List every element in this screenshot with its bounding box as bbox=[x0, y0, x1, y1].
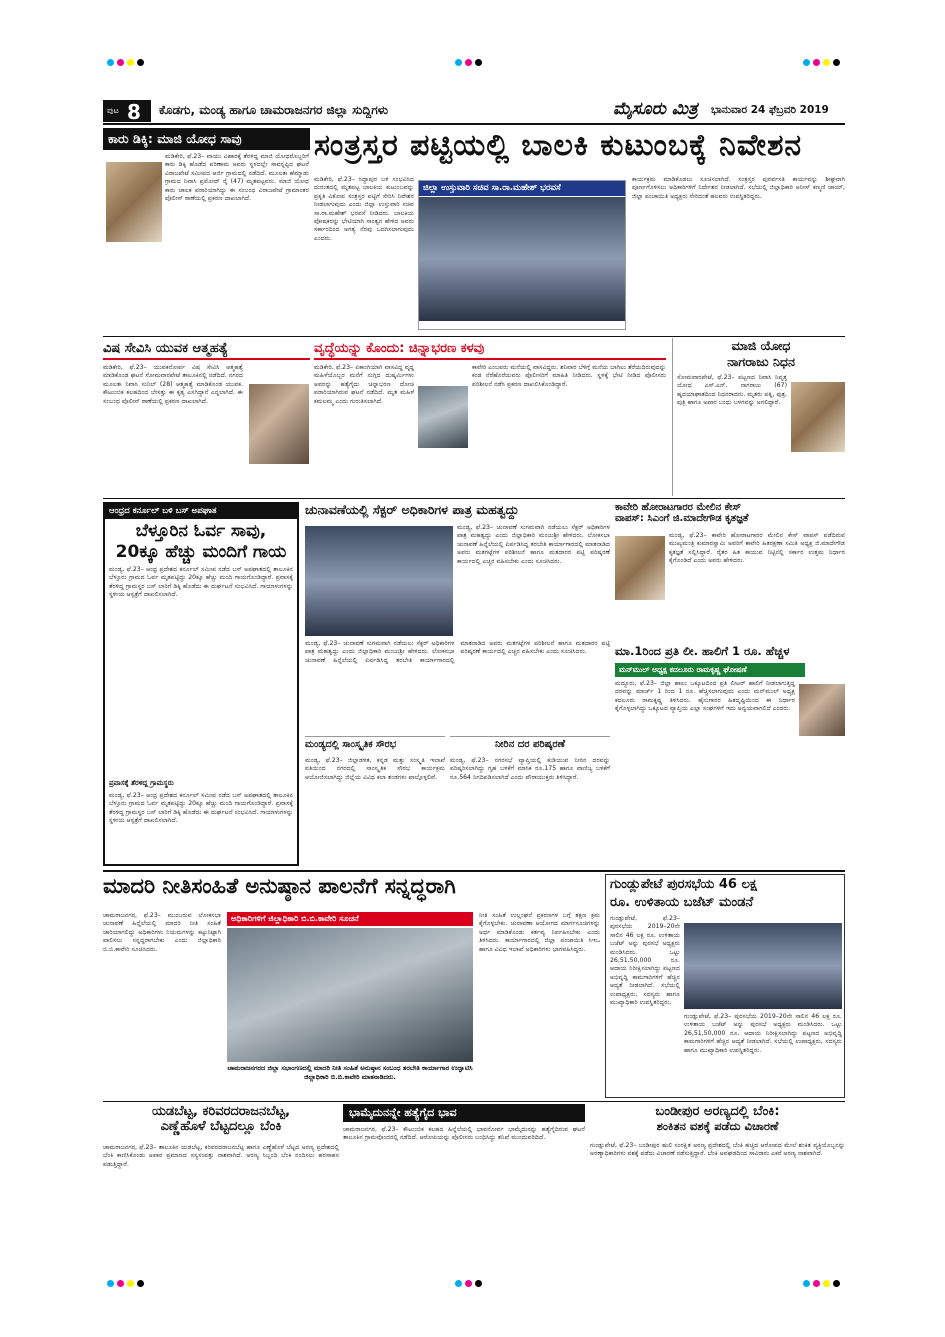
story-body: ಮಂಡ್ಯ, ಫೆ.23– ಆಂಧ್ರ ಪ್ರದೇಶದ ಕರ್ನೂಲ್ ಸಮೀಪ ನಡೆದ ಬಸ್ ಅಪಘಾತದಲ್ಲಿ ತಾಲೂಕಿನ ಬೆಳ್ತೂರು ಗ್ರಾಮದ ಓರ್ವ ಮೃತಪಟ್ಟಿದ್ದು 20ಕ್ಕೂ ಹೆಚ್ಚು ಮಂದಿ ಗಾಯಗೊಂಡಿದ್ದಾರೆ. ಪ್ರವಾಸಕ್ಕೆ ತೆರಳಿದ್ದ ಗ್ರಾಮಸ್ಥರ ಬಸ್ ಲಾರಿಗೆ ಡಿಕ್ಕಿ ಹೊಡೆದು ಈ ದುರ್ಘಟನೆ ಸಂಭವಿಸಿದೆ. ಗಾಯಾಳುಗಳನ್ನು ಸ್ಥಳೀಯ ಆಸ್ಪತ್ರೆಗೆ ದಾಖಲಿಸಲಾಗಿದೆ. bbox=[109, 566, 293, 599]
headline-line2: ಎಣ್ಣೆಹೊಳೆ ಬೆಟ್ಟದಲ್ಲೂ ಬೆಂಕಿ bbox=[160, 1119, 282, 1134]
headline: ನೀರಿನ ದರ ಪರಿಷ್ಕರಣೆ bbox=[494, 739, 565, 750]
headline: ಸಂತ್ರಸ್ತರ ಪಟ್ಟಿಯಲ್ಲಿ ಬಾಲಕಿ ಕುಟುಂಬಕ್ಕೆ ನಿವೇಶನ bbox=[314, 128, 803, 163]
portrait-photo bbox=[799, 684, 845, 736]
subhead: ಪ್ರವಾಸಕ್ಕೆ ತೆರಳಿದ್ದ ಗ್ರಾಮಸ್ಥರು bbox=[109, 779, 174, 787]
story-vruddheyannu bbox=[314, 338, 666, 496]
section-title: ಕೊಡಗು, ಮಂಡ್ಯ ಹಾಗೂ ಚಾಮರಾಜನಗರ ಜಿಲ್ಲಾ ಸುದ್ದಿಗಳು bbox=[159, 103, 389, 117]
story-body: ಮಂಡ್ಯ, ಫೆ.23– ಕಾವೇರಿ ಹೋರಾಟಗಾರರ ಮೇಲಿನ ಕೇಸ್ ವಾಪಸ್ ಪಡೆದಿರುವ ಮುಖ್ಯಮಂತ್ರಿ ಕುಮಾರಸ್ವಾಮಿ ಅವರಿಗೆ ಕಾವೇರಿ ಹಿತರಕ್ಷಣಾ ಸಮಿತಿ ಅಧ್ಯಕ್ಷ ಜಿ.ಮಾದೇಗೌಡ ಕೃತಜ್ಞತೆ ಸಲ್ಲಿಸಿದ್ದಾರೆ. ರೈತರ ಹಿತ ಕಾಯುವ ನಿಟ್ಟಿನಲ್ಲಿ ಸರ್ಕಾರ ಉತ್ತಮ ನಿರ್ಧಾರ ಕೈಗೊಂಡಿದೆ ಎಂದು ಅವರು ಹೇಳಿದರು. bbox=[669, 532, 845, 565]
page-label: ಪುಟ bbox=[107, 106, 119, 115]
headline: ಮಾ.1ರಿಂದ ಪ್ರತಿ ಲೀ. ಹಾಲಿಗೆ 1 ರೂ. ಹೆಚ್ಚಳ bbox=[615, 644, 790, 658]
divider bbox=[103, 1101, 845, 1102]
headline-line1: ಗುಂಡ್ಲುಪೇಟೆ ಪುರಸಭೆಯ 46 ಲಕ್ಷ bbox=[610, 877, 757, 892]
photo-caption: ಚಾಮರಾಜನಗರದ ಜಿಲ್ಲಾ ಸಭಾಂಗಣದಲ್ಲಿ ಮಾದರಿ ನೀತಿ ಸಂಹಿತೆ ಅನುಷ್ಠಾನ ಸಂಬಂಧ ತರಬೇತಿ ಕಾರ್ಯಾಗಾರ ಉದ್ಘಾಟಿಸಿ ಜಿಲ್ಲಾಧಿಕಾರಿ ಬಿ.ಬಿ.ಕಾವೇರಿ ಮಾತನಾಡಿದರು. bbox=[227, 1064, 473, 1081]
divider bbox=[103, 870, 845, 872]
story-body: ಗುಂಡ್ಲುಪೇಟೆ, ಫೆ.23– ಬಂಡೀಪುರ ಹುಲಿ ಸಂರಕ್ಷಿತ ಅರಣ್ಯ ಪ್ರದೇಶದಲ್ಲಿ ಬೆಂಕಿ ಹಚ್ಚಿದ ಆರೋಪದ ಮೇಲೆ ಶಂಕಿತ ವ್ಯಕ್ತಿಯೊಬ್ಬನನ್ನು ಅರಣ್ಯಾಧಿಕಾರಿಗಳು ವಶಕ್ಕೆ ಪಡೆದು ವಿಚಾರಣೆ ನಡೆಸುತ್ತಿದ್ದಾರೆ. ಬೆಂಕಿ ಅವಘಡದಿಂದ ಸಾವಿರಾರು ಎಕರೆ ಅರಣ್ಯ ನಾಶವಾಗಿದೆ. bbox=[590, 1142, 845, 1158]
registration-dot-cyan bbox=[803, 1280, 810, 1287]
story-body: ಸೋಮವಾರಪೇಟೆ, ಫೆ.23– ಪಟ್ಟಣದ ನಿವಾಸಿ ನಿವೃತ್ತ ಯೋಧ ಎಸ್.ಎನ್. ನಾಗರಾಜು (67) ಹೃದಯಾಘಾತದಿಂದ ನಿಧನರಾದರು. ಮೃತರು ಪತ್ನಿ, ಪುತ್ರ, ಪುತ್ರಿ ಹಾಗೂ ಅಪಾರ ಬಂಧು ಬಳಗವನ್ನು ಅಗಲಿದ್ದಾರೆ. bbox=[677, 374, 787, 407]
story-maadari bbox=[103, 874, 600, 1098]
story-body-right: ಕಾವೇರಿ ಎಂಬವರು ಮನೆಯಲ್ಲಿ ವಾಸವಿದ್ದರು. ಶನಿವಾರ ಬೆಳಿಗ್ಗೆ ಮನೆಯ ಬಾಗಿಲು ತೆರೆಯದಿರುವುದನ್ನು ಕಂಡ ನೆರೆಹೊರೆಯವರು ಪೊಲೀಸರಿಗೆ ಮಾಹಿತಿ ನೀಡಿದರು. ಸ್ಥಳಕ್ಕೆ ಭೇಟಿ ನೀಡಿದ ಪೊಲೀಸರು ಪರಿಶೀಲನೆ ನಡೆಸಿ ಪ್ರಕರಣ ದಾಖಲಿಸಿಕೊಂಡಿದ್ದಾರೆ. bbox=[472, 364, 666, 388]
kicker: ಆಂಧ್ರದ ಕರ್ನೂಲ್ ಬಳಿ ಬಸ್ ಅಪಘಾತ bbox=[105, 504, 297, 519]
headline-line1: ಬಂಡೀಪುರ ಅರಣ್ಯದಲ್ಲಿ ಬೆಂಕಿ: bbox=[655, 1104, 780, 1119]
registration-dot-magenta bbox=[465, 1280, 472, 1287]
story-body: ಮಡಿಕೇರಿ, ಫೆ.23– ಯುವಕನೋರ್ವ ವಿಷ ಸೇವಿಸಿ ಆತ್ಮಹತ್ಯೆ ಮಾಡಿಕೊಂಡ ಘಟನೆ ಸೋಮವಾರಪೇಟೆ ತಾಲೂಕಿನಲ್ಲಿ ನಡೆದಿದೆ. ನಗರದ ಮೂಲತಃ ನಿವಾಸಿ ಸುನಿಲ್ (28) ಆತ್ಮಹತ್ಯೆ ಮಾಡಿಕೊಂಡ ಯುವಕ. ಕೌಟುಂಬಿಕ ಕಲಹದಿಂದ ಬೇಸತ್ತು ಈ ಕೃತ್ಯ ಎಸಗಿದ್ದಾನೆ ಎನ್ನಲಾಗಿದೆ. ಈ ಸಂಬಂಧ ಪೊಲೀಸ್ ಠಾಣೆಯಲ್ಲಿ ಪ್ರಕರಣ ದಾಖಲಾಗಿದೆ. bbox=[103, 364, 243, 405]
lead-photo bbox=[419, 197, 626, 321]
story-body-continued: ಮಂಡ್ಯ, ಫೆ.23– ಆಂಧ್ರ ಪ್ರದೇಶದ ಕರ್ನೂಲ್ ಸಮೀಪ ನಡೆದ ಬಸ್ ಅಪಘಾತದಲ್ಲಿ ತಾಲೂಕಿನ ಬೆಳ್ತೂರು ಗ್ರಾಮದ ಓರ್ವ ಮೃತಪಟ್ಟಿದ್ದು 20ಕ್ಕೂ ಹೆಚ್ಚು ಮಂದಿ ಗಾಯಗೊಂಡಿದ್ದಾರೆ. ಪ್ರವಾಸಕ್ಕೆ ತೆರಳಿದ್ದ ಗ್ರಾಮಸ್ಥರ ಬಸ್ ಲಾರಿಗೆ ಡಿಕ್ಕಿ ಹೊಡೆದು ಈ ದುರ್ಘಟನೆ ಸಂಭವಿಸಿದೆ. ಗಾಯಾಳುಗಳನ್ನು ಸ್ಥಳೀಯ ಆಸ್ಪತ್ರೆಗೆ ದಾಖಲಿಸಲಾಗಿದೆ. bbox=[109, 792, 293, 825]
divider bbox=[103, 498, 845, 499]
story-mandya-sanskrutika bbox=[305, 736, 445, 866]
story-visha-sevane bbox=[103, 338, 310, 496]
headline: ವೃದ್ಧೆಯನ್ನು ಕೊಂದು: ಚಿನ್ನಾಭರಣ ಕಳವು bbox=[314, 338, 666, 360]
event-photo bbox=[227, 928, 473, 1062]
registration-dot-yellow bbox=[823, 1280, 830, 1287]
kicker-banner: ಮನ್‌ಮುಲ್ ಅಧ್ಯಕ್ಷ ಕದಲೂರು ರಾಮಕೃಷ್ಣ ಘೋಷಣೆ bbox=[615, 663, 805, 677]
story-body-left: ಚಾಮರಾಜನಗರ, ಫೆ.23– ಮುಂಬರುವ ಲೋಕಸಭಾ ಚುನಾವಣೆ ಹಿನ್ನೆಲೆಯಲ್ಲಿ ಮಾದರಿ ನೀತಿ ಸಂಹಿತೆ ಜಾರಿಯಾಗಲಿದ್ದು ಅಧಿಕಾರಿಗಳು ನಿಯಮಗಳನ್ನು ಕಟ್ಟುನಿಟ್ಟಾಗಿ ಪಾಲಿಸಲು ಸನ್ನದ್ಧರಾಗಬೇಕು ಎಂದು ಜಿಲ್ಲಾಧಿಕಾರಿ ಬಿ.ಬಿ.ಕಾವೇರಿ ಸೂಚಿಸಿದರು. bbox=[103, 912, 221, 953]
story-body-lower: ಗುಂಡ್ಲುಪೇಟೆ, ಫೆ.23– ಪುರಸಭೆಯ 2019–20ನೇ ಸಾಲಿನ 46 ಲಕ್ಷ ರೂ. ಉಳಿತಾಯ ಬಜೆಟ್ ಅನ್ನು ಪುರಸಭೆ ಅಧ್ಯಕ್ಷರು ಮಂಡಿಸಿದರು. ಒಟ್ಟು 26,51,50,000 ರೂ. ಆದಾಯ ನಿರೀಕ್ಷಿಸಲಾಗಿದ್ದು ಪಟ್ಟಣದ ಅಭಿವೃದ್ಧಿ ಕಾಮಗಾರಿಗಳಿಗೆ ಹೆಚ್ಚಿನ ಆದ್ಯತೆ ನೀಡಲಾಗಿದೆ. ಸಭೆಯಲ್ಲಿ ಉಪಾಧ್ಯಕ್ಷರು, ಸದಸ್ಯರು ಹಾಗೂ ಮುಖ್ಯಾಧಿಕಾರಿ ಉಪಸ್ಥಿತರಿದ್ದರು. bbox=[684, 1013, 842, 1054]
registration-dot-magenta bbox=[117, 1280, 124, 1287]
registration-dot-black bbox=[833, 1280, 840, 1287]
story-body: ಮಂಡ್ಯ, ಫೆ.23– ನಗರಸಭೆ ವ್ಯಾಪ್ತಿಯಲ್ಲಿ ಕುಡಿಯುವ ನೀರಿನ ದರವನ್ನು ಪರಿಷ್ಕರಿಸಲಾಗಿದ್ದು ಗೃಹ ಬಳಕೆಗೆ ಮಾಸಿಕ ರೂ.175 ಹಾಗೂ ವಾಣಿಜ್ಯ ಬಳಕೆಗೆ ರೂ.564 ನಿಗದಿಪಡಿಸಲಾಗಿದೆ ಎಂದು ಪೌರಾಯುಕ್ತರು ತಿಳಿಸಿದ್ದಾರೆ. bbox=[450, 757, 610, 781]
portrait-photo bbox=[106, 162, 162, 242]
registration-dot-yellow bbox=[823, 59, 830, 66]
registration-dot-magenta bbox=[117, 59, 124, 66]
headline-line2: ನಾಗರಾಜು ನಿಧನ bbox=[727, 354, 795, 369]
story-body-right: ನೀತಿ ಸಂಹಿತೆ ಉಲ್ಲಂಘನೆ ಪ್ರಕರಣಗಳ ಬಗ್ಗೆ ತಕ್ಷಣ ಕ್ರಮ ಕೈಗೊಳ್ಳಬೇಕು. ಚುನಾವಣಾ ಆಯೋಗದ ಮಾರ್ಗಸೂಚಿಗಳನ್ನು ಅರ್ಥ ಮಾಡಿಕೊಂಡು ಕರ್ತವ್ಯ ನಿರ್ವಹಿಸಬೇಕು ಎಂದು ತಿಳಿಸಿದರು. ಕಾರ್ಯಾಗಾರದಲ್ಲಿ ಜಿಲ್ಲಾ ಪಂಚಾಯಿತಿ ಸಿಇಒ ಹಾಗೂ ವಿವಿಧ ಇಲಾಖೆ ಅಧಿಕಾರಿಗಳು ಭಾಗವಹಿಸಿದ್ದರು. bbox=[479, 912, 600, 953]
portrait-photo bbox=[615, 536, 665, 600]
brand-logo: ಮೈಸೂರು ಮಿತ್ರ bbox=[613, 99, 698, 119]
headline-line2: ರೂ. ಉಳಿತಾಯ ಬಜೆಟ್ ಮಂಡನೆ bbox=[610, 895, 754, 910]
registration-dot-yellow bbox=[127, 1280, 134, 1287]
headline-line2: ವಾಪಸ್: ಸಿಎಂಗೆ ಜಿ.ಮಾದೇಗೌಡ ಕೃತಜ್ಞತೆ bbox=[615, 513, 749, 524]
registration-dot-magenta bbox=[813, 1280, 820, 1287]
story-body-left: ಮಡಿಕೇರಿ, ಫೆ.23– ಸಿದ್ದಾಪುರ ಬಳಿ ಸಂಭವಿಸಿದ ದುರಂತದಲ್ಲಿ ಮೃತಪಟ್ಟ ಬಾಲಕಿಯ ಕುಟುಂಬವನ್ನು ಪ್ರಕೃತಿ ವಿಕೋಪ ಸಂತ್ರಸ್ತರ ಪಟ್ಟಿಗೆ ಸೇರಿಸಿ ನಿವೇಶನ ನೀಡಲಾಗುವುದು ಎಂದು ಜಿಲ್ಲಾ ಉಸ್ತುವಾರಿ ಸಚಿವ ಸಾ.ರಾ.ಮಹೇಶ್ ಭರವಸೆ ನೀಡಿದರು. ಬಾಲಕಿಯ ಪೋಷಕರನ್ನು ಭೇಟಿಯಾಗಿ ಸಾಂತ್ವನ ಹೇಳಿದ ಅವರು ಸರ್ಕಾರದಿಂದ ಅಗತ್ಯ ನೆರವು ಒದಗಿಸಲಾಗುವುದು ಎಂದರು. bbox=[314, 176, 414, 242]
headline-line2: ಶಂಕಿತನ ವಶಕ್ಕೆ ಪಡೆದು ವಿಚಾರಣೆ bbox=[656, 1119, 779, 1133]
story-body: ಚಾಮರಾಜನಗರ, ಫೆ.23– ತಾಲೂಕಿನ ಯಡಬೆಟ್ಟ, ಕರಿವರದರಾಜನಬೆಟ್ಟ ಹಾಗೂ ಎಣ್ಣೆಹೊಳೆ ಬೆಟ್ಟದ ಅರಣ್ಯ ಪ್ರದೇಶದಲ್ಲಿ ಬೆಂಕಿ ಕಾಣಿಸಿಕೊಂಡು ಅಪಾರ ಪ್ರಮಾಣದ ಸಸ್ಯಸಂಪತ್ತು ನಾಶವಾಗಿದೆ. ಅರಣ್ಯ ಸಿಬ್ಬಂದಿ ಬೆಂಕಿ ನಂದಿಸಲು ಹರಸಾಹಸ ಪಡುತ್ತಿದ್ದಾರೆ. bbox=[103, 1144, 339, 1168]
registration-dot-magenta bbox=[813, 59, 820, 66]
page-header bbox=[103, 97, 845, 125]
story-bhaamaiduna bbox=[343, 1104, 585, 1264]
photo-kicker-banner: ಅಧಿಕಾರಿಗಳಿಗೆ ಜಿಲ್ಲಾಧಿಕಾರಿ ಬಿ.ಬಿ.ಕಾವೇರಿ ಸೂಚನೆ bbox=[227, 912, 473, 926]
story-neerina-dara bbox=[450, 736, 610, 866]
registration-dot-cyan bbox=[455, 59, 462, 66]
portrait-photo bbox=[249, 384, 309, 464]
story-santrastara bbox=[314, 128, 845, 334]
registration-dot-magenta bbox=[465, 59, 472, 66]
registration-dot-cyan bbox=[803, 59, 810, 66]
portrait-photo bbox=[791, 382, 845, 452]
story-body: ಮದ್ದೂರು, ಫೆ.23– ಜಿಲ್ಲಾ ಹಾಲು ಒಕ್ಕೂಟದಿಂದ ಪ್ರತಿ ಲೀಟರ್ ಹಾಲಿಗೆ ನೀಡಲಾಗುತ್ತಿದ್ದ ದರವನ್ನು ಮಾರ್ಚ್ 1 ರಿಂದ 1 ರೂ. ಹೆಚ್ಚಿಸಲಾಗುವುದು ಎಂದು ಮನ್‌ಮುಲ್ ಅಧ್ಯಕ್ಷ ಕದಲೂರು ರಾಮಕೃಷ್ಣ ತಿಳಿಸಿದರು. ಹೈನುಗಾರರ ಹಿತದೃಷ್ಟಿಯಿಂದ ಈ ನಿರ್ಧಾರ ಕೈಗೊಳ್ಳಲಾಗಿದ್ದು ಒಕ್ಕೂಟದ ವ್ಯಾಪ್ತಿಯ ಎಲ್ಲಾ ಸಂಘಗಳಿಗೆ ಇದು ಅನ್ವಯವಾಗಲಿದೆ ಎಂದರು. bbox=[615, 680, 795, 713]
headline: ಚುನಾವಣೆಯಲ್ಲಿ ಸೆಕ್ಟರ್ ಅಧಿಕಾರಿಗಳ ಪಾತ್ರ ಮಹತ್ವದ್ದು bbox=[305, 502, 519, 517]
headline-line1: ಕಾವೇರಿ ಹೋರಾಟಗಾರರ ಮೇಲಿನ ಕೇಸ್ bbox=[615, 502, 741, 513]
issue-date: ಭಾನುವಾರ 24 ಫೆಬ್ರವರಿ 2019 bbox=[711, 104, 829, 116]
registration-dot-cyan bbox=[107, 59, 114, 66]
story-body-lower: ಮಂಡ್ಯ, ಫೆ.23– ಚುನಾವಣೆ ಸುಗಮವಾಗಿ ನಡೆಯಲು ಸೆಕ್ಟರ್ ಅಧಿಕಾರಿಗಳ ಪಾತ್ರ ಮಹತ್ವದ್ದು ಎಂದು ಜಿಲ್ಲಾಧಿಕಾರಿ ಮಂಜುಶ್ರೀ ಹೇಳಿದರು. ಲೋಕಸಭಾ ಚುನಾವಣೆ ಹಿನ್ನೆಲೆಯಲ್ಲಿ ಏರ್ಪಡಿಸಿದ್ದ ತರಬೇತಿ ಕಾರ್ಯಾಗಾರದಲ್ಲಿ ಮಾತನಾಡಿದ ಅವರು ಮತಗಟ್ಟೆಗಳ ಪರಿಶೀಲನೆ ಹಾಗೂ ಮತದಾರರ ಪಟ್ಟಿ ಪರಿಷ್ಕರಣೆ ಕಾರ್ಯದಲ್ಲಿ ಎಚ್ಚರ ವಹಿಸಬೇಕು ಎಂದು ಸೂಚಿಸಿದರು. bbox=[305, 640, 610, 664]
registration-dot-black bbox=[137, 59, 144, 66]
story-body-left: ಮಡಿಕೇರಿ, ಫೆ.23– ಏಕಾಂಗಿಯಾಗಿ ವಾಸವಿದ್ದ ವೃದ್ಧ ಮಹಿಳೆಯೊಬ್ಬರ ಮನೆಗೆ ನುಗ್ಗಿದ ದುಷ್ಕರ್ಮಿಗಳು ಅವರನ್ನು ಹತ್ಯೆಗೈದು ಚಿನ್ನಾಭರಣ ದೋಚಿ ಪರಾರಿಯಾಗಿರುವ ಘಟನೆ ನಡೆದಿದೆ. ಮೃತ ಮಹಿಳೆ ಕಮಲಮ್ಮ ಎಂದು ಗುರುತಿಸಲಾಗಿದೆ. bbox=[314, 364, 414, 405]
headline-line1: ಬೆಳ್ತೂರಿನ ಓರ್ವ ಸಾವು, bbox=[135, 521, 267, 541]
story-body: ಗುಂಡ್ಲುಪೇಟೆ, ಫೆ.23– ಪುರಸಭೆಯ 2019–20ನೇ ಸಾಲಿನ 46 ಲಕ್ಷ ರೂ. ಉಳಿತಾಯ ಬಜೆಟ್ ಅನ್ನು ಪುರಸಭೆ ಅಧ್ಯಕ್ಷರು ಮಂಡಿಸಿದರು. ಒಟ್ಟು 26,51,50,000 ರೂ. ಆದಾಯ ನಿರೀಕ್ಷಿಸಲಾಗಿದ್ದು ಪಟ್ಟಣದ ಅಭಿವೃದ್ಧಿ ಕಾಮಗಾರಿಗಳಿಗೆ ಹೆಚ್ಚಿನ ಆದ್ಯತೆ ನೀಡಲಾಗಿದೆ. ಸಭೆಯಲ್ಲಿ ಉಪಾಧ್ಯಕ್ಷರು, ಸದಸ್ಯರು ಹಾಗೂ ಮುಖ್ಯಾಧಿಕಾರಿ ಉಪಸ್ಥಿತರಿದ್ದರು. bbox=[610, 915, 680, 1007]
registration-dot-cyan bbox=[107, 1280, 114, 1287]
victim-photo bbox=[418, 386, 468, 448]
headline: ಮಂಡ್ಯದಲ್ಲಿ ಸಾಂಸ್ಕೃತಿಕ ಸೌರಭ bbox=[305, 739, 397, 750]
headline: ಕಾರು ಡಿಕ್ಕಿ: ಮಾಜಿ ಯೋಧ ಸಾವು bbox=[103, 128, 310, 150]
story-bandipura bbox=[590, 1104, 845, 1264]
council-photo bbox=[684, 923, 842, 1009]
lead-photo-box bbox=[418, 180, 626, 330]
headline: ಮಾದರಿ ನೀತಿಸಂಹಿತೆ ಅನುಷ್ಠಾನ ಪಾಲನೆಗೆ ಸನ್ನದ್ಧರಾಗಿ bbox=[103, 874, 456, 898]
story-body: ಚಾಮರಾಜನಗರ, ಫೆ.23– ಕೌಟುಂಬಿಕ ಕಲಹದ ಹಿನ್ನೆಲೆಯಲ್ಲಿ ಭಾವನೋರ್ವ ಭಾಮೈದುನನ್ನು ಹತ್ಯೆಗೈದಿರುವ ಘಟನೆ ತಾಲೂಕಿನ ಗ್ರಾಮವೊಂದರಲ್ಲಿ ನಡೆದಿದೆ. ಆರೋಪಿಯನ್ನು ಪೊಲೀಸರು ಬಂಧಿಸಿದ್ದು ತನಿಖೆ ಮುಂದುವರಿದಿದೆ. bbox=[343, 1126, 585, 1142]
page-number-badge bbox=[103, 100, 151, 122]
meeting-photo bbox=[305, 526, 453, 636]
story-cauvery bbox=[615, 502, 845, 642]
story-chunavane bbox=[305, 502, 610, 732]
registration-dot-black bbox=[137, 1280, 144, 1287]
registration-dot-black bbox=[833, 59, 840, 66]
headline: ವಿಷ ಸೇವಿಸಿ ಯುವಕ ಆತ್ಮಹತ್ಯೆ bbox=[103, 338, 310, 360]
headline-line2: 20ಕ್ಕೂ ಹೆಚ್ಚು ಮಂದಿಗೆ ಗಾಯ bbox=[115, 542, 287, 562]
photo-caption-banner: ಜಿಲ್ಲಾ ಉಸ್ತುವಾರಿ ಸಚಿವ ಸಾ.ರಾ.ಮಹೇಶ್ ಭರವಸೆ bbox=[419, 181, 626, 196]
divider bbox=[103, 336, 845, 337]
story-andhra-bus bbox=[103, 502, 299, 866]
story-karu-dikki bbox=[103, 128, 310, 334]
story-body: ಮಡಿಕೇರಿ, ಫೆ.23– ವಾಯು ವಿಹಾರಕ್ಕೆ ತೆರಳಿದ್ದ ಮಾಜಿ ಯೋಧರೊಬ್ಬರಿಗೆ ಕಾರು ಡಿಕ್ಕಿ ಹೊಡೆದ ಪರಿಣಾಮ ಅವರು ಸ್ಥಳದಲ್ಲೇ ಸಾವನ್ನಪ್ಪಿದ ಘಟನೆ ವಿರಾಜಪೇಟೆ ಸಮೀಪದ ಆರ್ಜಿ ಗ್ರಾಮದಲ್ಲಿ ನಡೆದಿದೆ. ಮೂಲತಃ ಹೆಮ್ಮಾಡು ಗ್ರಾಮದ ನಿವಾಸಿ ಪ್ರಮೋದ್ ರೈ (47) ಮೃತಪಟ್ಟವರು. ಮಾಜಿ ಯೋಧ ಕಾರು ಚಾಲಕ ಪರಾರಿಯಾಗಿದ್ದು ಈ ಸಂಬಂಧ ವಿರಾಜಪೇಟೆ ಗ್ರಾಮಾಂತರ ಪೊಲೀಸ್ ಠಾಣೆಯಲ್ಲಿ ಪ್ರಕರಣ ದಾಖಲಾಗಿದೆ. bbox=[165, 153, 309, 203]
headline-line1: ಮಾಜಿ ಯೋಧ bbox=[731, 338, 791, 353]
page-number: 8 bbox=[127, 100, 141, 122]
headline: ಭಾಮೈದುನನ್ನೇ ಹತ್ಯೆಗೈದ ಭಾವ bbox=[343, 1104, 585, 1122]
story-gundlupet bbox=[605, 874, 845, 1098]
story-body: ಮಂಡ್ಯ, ಫೆ.23– ಜಿಲ್ಲಾಡಳಿತ, ಕನ್ನಡ ಮತ್ತು ಸಂಸ್ಕೃತಿ ಇಲಾಖೆ ವತಿಯಿಂದ ನಗರದಲ್ಲಿ ಸಾಂಸ್ಕೃತಿಕ ಸೌರಭ ಕಾರ್ಯಕ್ರಮ ಆಯೋಜಿಸಲಾಗಿದ್ದು ಜಿಲ್ಲೆಯ ವಿವಿಧ ಕಲಾ ತಂಡಗಳು ಪಾಲ್ಗೊಳ್ಳಲಿವೆ. bbox=[305, 757, 445, 781]
story-body-right: ಕಾರ್ಯಕ್ರಮ ಮಾಡಿಕೊಡಲು ಸೂಚಿಸಲಾಗಿದೆ. ಸಂತ್ರಸ್ತರ ಪುನರ್ವಸತಿ ಕಾರ್ಯವನ್ನು ಶೀಘ್ರವಾಗಿ ಪೂರ್ಣಗೊಳಿಸಲು ಅಧಿಕಾರಿಗಳಿಗೆ ನಿರ್ದೇಶನ ನೀಡಲಾಗಿದೆ. ಸಭೆಯಲ್ಲಿ ಜಿಲ್ಲಾಧಿಕಾರಿ ಅನೀಸ್ ಕಣ್ಮಣಿ ಜಾಯ್, ಜಿಲ್ಲಾ ಪಂಚಾಯಿತಿ ಅಧ್ಯಕ್ಷರು ಸೇರಿದಂತೆ ಹಲವರು ಉಪಸ್ಥಿತರಿದ್ದರು. bbox=[632, 176, 845, 200]
registration-dot-black bbox=[475, 59, 482, 66]
story-yadabetta bbox=[103, 1104, 339, 1264]
registration-dot-cyan bbox=[455, 1280, 462, 1287]
story-maaji-yodha bbox=[672, 338, 845, 496]
story-haalu bbox=[615, 644, 845, 866]
story-body-right: ಮಂಡ್ಯ, ಫೆ.23– ಚುನಾವಣೆ ಸುಗಮವಾಗಿ ನಡೆಯಲು ಸೆಕ್ಟರ್ ಅಧಿಕಾರಿಗಳ ಪಾತ್ರ ಮಹತ್ವದ್ದು ಎಂದು ಜಿಲ್ಲಾಧಿಕಾರಿ ಮಂಜುಶ್ರೀ ಹೇಳಿದರು. ಲೋಕಸಭಾ ಚುನಾವಣೆ ಹಿನ್ನೆಲೆಯಲ್ಲಿ ಏರ್ಪಡಿಸಿದ್ದ ತರಬೇತಿ ಕಾರ್ಯಾಗಾರದಲ್ಲಿ ಮಾತನಾಡಿದ ಅವರು ಮತಗಟ್ಟೆಗಳ ಪರಿಶೀಲನೆ ಹಾಗೂ ಮತದಾರರ ಪಟ್ಟಿ ಪರಿಷ್ಕರಣೆ ಕಾರ್ಯದಲ್ಲಿ ಎಚ್ಚರ ವಹಿಸಬೇಕು ಎಂದು ಸೂಚಿಸಿದರು. bbox=[457, 524, 610, 565]
registration-dot-black bbox=[475, 1280, 482, 1287]
registration-dot-yellow bbox=[127, 59, 134, 66]
headline-line1: ಯಡಬೆಟ್ಟ, ಕರಿವರದರಾಜನಬೆಟ್ಟ, bbox=[151, 1104, 291, 1119]
